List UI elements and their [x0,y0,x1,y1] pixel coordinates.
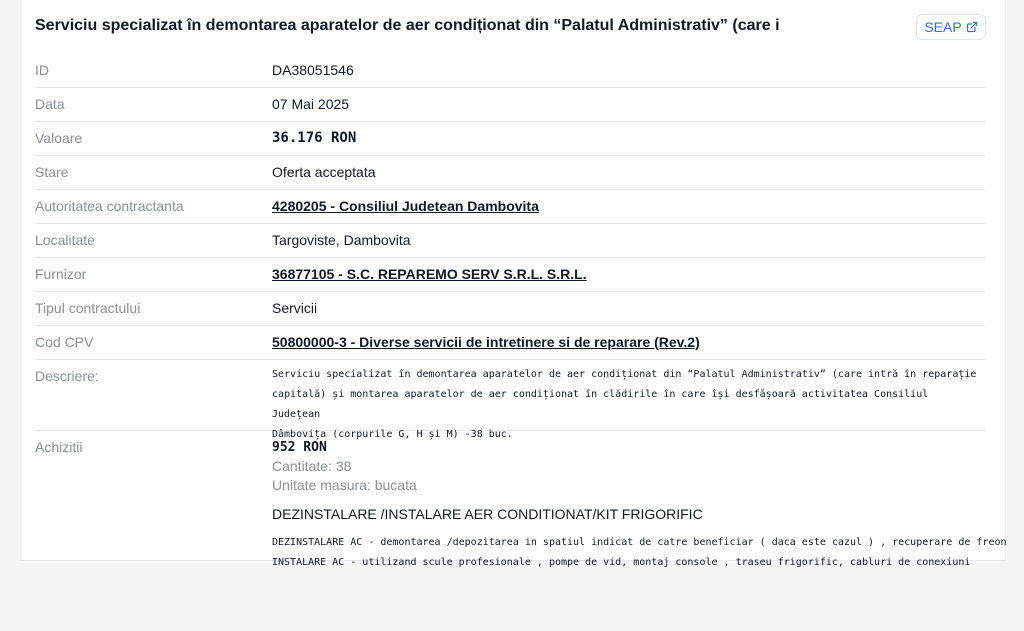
row-stare [35,156,985,190]
stare-label: Stare [35,164,69,180]
contract-detail-card [20,0,1007,568]
card-header [35,14,895,40]
row-id [35,54,985,88]
furnizor-label: Furnizor [35,266,87,282]
achizitie-detail [272,533,1007,573]
details-table [35,54,1007,631]
page-title: Serviciu specializat în demontarea aparatelor de aer condiționat din “Palatul Administrativ” (care i [35,17,780,34]
achizitii-label: Achizitii [35,439,83,455]
stare-value: Oferta acceptata [272,164,376,180]
row-achizitii [35,431,1007,631]
seap-button[interactable] [916,14,986,40]
row-localitate [35,224,985,258]
id-value: DA38051546 [272,62,354,78]
furnizor-link[interactable]: 36877105 - S.C. REPAREMO SERV S.R.L. S.R.L. [272,266,587,282]
row-valoare [35,122,985,156]
data-value: 07 Mai 2025 [272,96,350,112]
achizitie-item [272,439,1007,573]
cpv-link[interactable]: 50800000-3 - Diverse servicii de intretinere si de reparare (Rev.2) [272,334,700,350]
row-furnizor [35,258,985,292]
autoritate-label: Autoritatea contractanta [35,198,184,214]
achizitie-unitate: Unitate masura: bucata [272,477,417,493]
localitate-value: Targoviste, Dambovita [272,232,411,248]
row-autoritate [35,190,985,224]
descriere-line: Serviciu specializat în demontarea aparatelor de aer condiționat din “Palatul Administrativ” (care intră în reparație [272,369,977,380]
valoare-value: 36.176 RON [272,130,357,146]
row-data [35,88,985,122]
localitate-label: Localitate [35,232,95,248]
tip-label: Tipul contractului [35,300,141,316]
achizitie-detail-line: INSTALARE AC - utilizand scule profesionale , pompe de vid, montaj console , traseu frigorific, cabluri de conexiuni [272,557,971,568]
achizitie-detail-line: DEZINSTALARE AC - demontarea /depozitarea in spatiul indicat de catre beneficiar ( daca este cazul ) , recuperare de freon [272,537,1007,548]
descriere-line: Dâmbovița (corpurile G, H și M) -38 buc. [272,429,513,440]
achizitie-cantitate: Cantitate: 38 [272,458,352,474]
row-tip [35,292,985,326]
achizitie-title: DEZINSTALARE /INSTALARE AER CONDITIONAT/KIT FRIGORIFIC [272,506,703,522]
row-cpv [35,326,985,360]
tip-value: Servicii [272,300,318,316]
data-label: Data [35,96,65,112]
id-label: ID [35,62,49,78]
valoare-label: Valoare [35,130,83,146]
external-link-icon [966,21,978,33]
achizitie-price: 952 RON [272,440,327,455]
descriere-line: capitală) și montarea aparatelor de aer condiționat în clădirile în care își desfășoară activitatea Consiliul Județean [272,389,929,420]
seap-button-label: SEAP [924,19,962,35]
autoritate-link[interactable]: 4280205 - Consiliul Judetean Dambovita [272,198,539,214]
row-descriere [35,360,985,440]
cpv-label: Cod CPV [35,334,94,350]
descriere-label: Descriere: [35,368,99,384]
